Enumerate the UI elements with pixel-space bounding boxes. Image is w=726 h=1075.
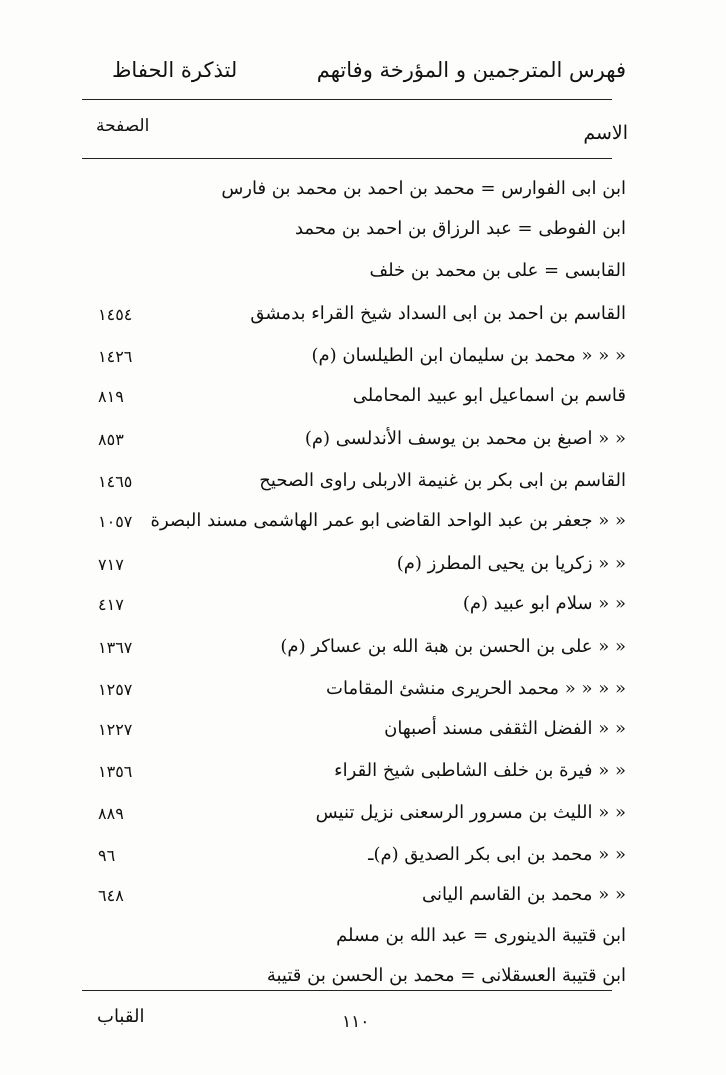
- running-header-book: لتذكرة الحفاظ: [112, 58, 238, 82]
- entry-name: « « الفضل الثقفى مسند أصبهان: [384, 718, 626, 739]
- column-header-rule: [82, 158, 612, 159]
- entry-page: ١٣٥٦: [98, 762, 133, 781]
- entry-page: ٨١٩: [98, 387, 124, 406]
- running-header-title: فهرس المترجمين و المؤرخة وفاتهم: [316, 58, 626, 82]
- entry-name: القاسم بن ابى بكر بن غنيمة الاربلى راوى الصحيح: [259, 470, 626, 491]
- entry-page: ٨٥٣: [98, 430, 124, 449]
- entry-name: ابن ابى الفوارس = محمد بن احمد بن محمد بن فارس: [221, 178, 626, 199]
- page-number: ١١٠: [342, 1012, 370, 1032]
- entry-name: ابن الفوطى = عبد الرزاق بن احمد بن محمد: [294, 218, 626, 239]
- entry-name: ابن قتيبة العسقلانى = محمد بن الحسن بن قتيبة: [266, 965, 626, 986]
- entry-page: ٨٨٩: [98, 804, 124, 823]
- header-rule: [82, 99, 612, 100]
- entry-name: « « اصبغ بن محمد بن يوسف الأندلسى (م): [304, 428, 626, 449]
- entry-page: ٤١٧: [98, 595, 124, 614]
- entry-page: ١٠٥٧: [98, 512, 133, 531]
- entry-page: ١٣٦٧: [98, 638, 133, 657]
- column-header-name: الاسم: [583, 122, 628, 144]
- entry-page: ١٢٢٧: [98, 720, 133, 739]
- footer-rule: [82, 990, 612, 991]
- entry-name: القابسى = على بن محمد بن خلف: [369, 260, 626, 281]
- entry-page: ٦٤٨: [98, 886, 124, 905]
- entry-name: « « « محمد بن سليمان ابن الطيلسان (م): [311, 345, 626, 366]
- entry-page: ١٤٢٦: [98, 347, 133, 366]
- entry-name: « « سلام ابو عبيد (م): [462, 593, 626, 614]
- entry-name: قاسم بن اسماعيل ابو عبيد المحاملى: [352, 385, 626, 406]
- entry-page: ١٢٥٧: [98, 680, 133, 699]
- entry-page: ١٤٦٥: [98, 472, 133, 491]
- entry-name: « « زكريا بن يحيى المطرز (م): [396, 553, 626, 574]
- footer-section: القباب: [97, 1006, 145, 1027]
- entry-page: ١٤٥٤: [98, 305, 133, 324]
- column-header-page: الصفحة: [96, 116, 150, 136]
- entry-page: ٩٦: [98, 846, 116, 865]
- entry-name: « « محمد بن القاسم اليانى: [421, 884, 626, 905]
- entry-name: « « الليث بن مسرور الرسعنى نزيل تنيس: [315, 802, 626, 823]
- entry-name: « « محمد بن ابى بكر الصديق (م)ـ: [368, 844, 626, 865]
- entry-page: ٧١٧: [98, 555, 124, 574]
- entry-name: « « على بن الحسن بن هبة الله بن عساكر (م): [280, 636, 626, 657]
- entry-name: القاسم بن احمد بن ابى السداد شيخ القراء بدمشق: [250, 303, 626, 324]
- entry-name: « « فيرة بن خلف الشاطبى شيخ القراء: [334, 760, 626, 781]
- entry-name: ابن قتيبة الدينورى = عبد الله بن مسلم: [336, 925, 626, 946]
- entry-name: « « جعفر بن عبد الواحد القاضى ابو عمر الهاشمى مسند البصرة: [150, 510, 626, 531]
- entry-name: « « « « محمد الحريرى منشئ المقامات: [326, 678, 626, 699]
